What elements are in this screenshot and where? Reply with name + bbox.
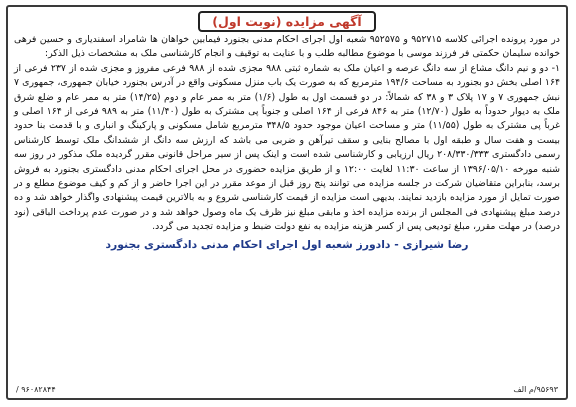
auction-notice-box <box>6 5 568 400</box>
notice-title: آگهی مزایده (نوبت اول) <box>198 11 375 32</box>
notice-body <box>14 33 560 235</box>
footer-reference-left: / ۹۶۰۸۲۸۴۴ <box>16 385 56 394</box>
title-container <box>14 11 560 33</box>
intro-paragraph: در مورد پرونده اجرائی کلاسه ۹۵۲۷۱۵ و ۹۵۲۵۷۵ شعبه اول اجرای احکام مدنی بجنورد فیمابین خواهان ها شامراد اسفندیاری و حسین فرهی خوانده سلیمان حکمتی فر فرزند موسی با موضوع مطالبه طلب و با عنایت به توقیف و انجام کارشناسی ملک به مشخصات ذیل الذکر: <box>14 34 560 60</box>
details-paragraph: ۱- دو و نیم دانگ مشاع از سه دانگ عرصه و اعیان ملک به شماره ثبتی ۹۸۸ مجزی شده از ۹۸۸ فرعی مفروز و مجزی شده از ۲۳۷ فرعی از ۱۶۴ اصلی بخش دو بجنورد به مساحت ۱۹۴/۶ مترمربع که به صورت یک باب منزل مسکونی واقع در آدرس بجنورد خیابان جمهوری، جمهوری ۷ نبش جمهوری ۷ و ۱۷ پلاک ۳ و ۳۸ که شمالاً: در دو قسمت اول به طول (۱/۶) متر به ممر عام و دوم (۱۴/۲۵) متر به ممر عام و ضلع شرق ملک به دیوار حدوداً به طول (۱۲/۷۰) متر به ۸۴۶ فرعی از ۱۶۴ اصلی و جنوباً پی مشترک به طول (۱۱/۴۰) متر به ۹۸۹ فرعی از ۱۶۴ اصلی و غرباً پی مشترک به طول (۱۱/۵۵) متر و مساحت اعیان موجود حدود ۳۴۸/۵ مترمربع شامل مسکونی و پارکینگ و انباری و با قدمت بنا حدود بیست و هفت سال و طبقه اول با مصالح بنایی و سقف تیرآهن و ضربی می باشد که ارزش سه دانگ از ششدانگ ملک توسط کارشناس رسمی دادگستری ۲۰۸/۳۳۰/۳۳۳ ریال ارزیابی و کارشناسی شده است و اینک پس از سیر مراحل قانونی مقرر گردیده ملک مذکور در روز سه شنبه مورخه ۱۳۹۶/۰۵/۱۰ از ساعت ۱۱:۳۰ لغایت ۱۲:۰۰ و از طریق مزایده حضوری در محل اجرای احکام مدنی دادگستری بجنورد به فروش برسد، بنابراین متقاضیان شرکت در جلسه مزایده می توانند پنج روز قبل از موعد مقرر در این اجرا حاضر و از کم و کیف موضوع مطلع و در صورت تمایل از مورد مزایده بازدید نمایند. بدیهی است مزایده از قیمت کارشناسی شروع و به بالاترین قیمت پیشنهادی واگذار خواهد شد و ده درصد مبلغ پیشنهادی فی المجلس از برنده مزایده اخذ و مابقی مبلغ نیز ظرف یک ماه وصول خواهد شد و در صورت عدم پرداخت الباقی (نود درصد) در مهلت مقرر، مبلغ تودیعی پس از کسر هزینه مزایده به نفع دولت ضبط و مزایده تجدید می گردد. <box>14 62 561 233</box>
notice-footer <box>16 384 558 396</box>
signature: رضا شیرازی - دادورز شعبه اول اجرای احکام مدنی دادگستری بجنورد <box>105 237 469 251</box>
footer-reference-right: ۹۵۶۹۳/م الف <box>513 385 558 394</box>
